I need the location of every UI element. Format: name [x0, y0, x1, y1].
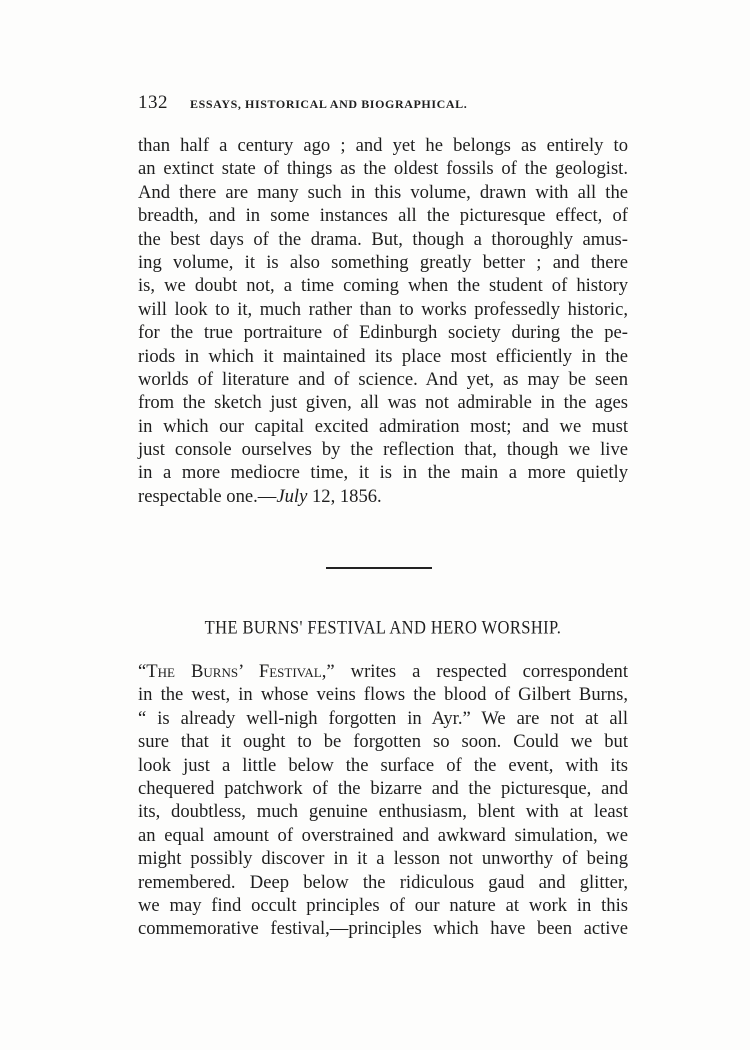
text-line: in a more mediocre time, it is in the main a more quietly [138, 462, 628, 484]
section-divider [326, 567, 432, 569]
text-line: remembered. Deep below the ridiculous gaud and glitter, [138, 871, 628, 893]
text-line-dateline [138, 485, 628, 508]
date-month: July [276, 485, 308, 507]
opening-quote: “ [138, 661, 147, 682]
text-line: is, we doubt not, a time coming when the student of history [138, 275, 628, 297]
text-line: an equal amount of overstrained and awkward simulation, we [138, 824, 628, 846]
section-2-text [138, 660, 628, 941]
text-line: its, doubtless, much genuine enthusiasm, blent with at least [138, 801, 628, 823]
text-line: look just a little below the surface of the event, with its [138, 754, 628, 776]
section-1-text [138, 134, 628, 508]
quoted-title: The Burns’ Festival, [146, 661, 327, 682]
running-title: ESSAYS, HISTORICAL AND BIOGRAPHICAL. [190, 97, 468, 111]
text-line: an extinct state of things as the oldest fossils of the geologist. [138, 158, 628, 180]
text-line: from the sketch just given, all was not admirable in the ages [138, 392, 628, 414]
text-line: the best days of the drama. But, though a thoroughly amus- [138, 228, 628, 250]
text-line: sure that it ought to be forgotten so soon. Could we but [138, 731, 628, 753]
text-line: in the west, in whose veins flows the blood of Gilbert Burns, [138, 684, 628, 706]
text-line: we may find occult principles of our nature at work in this [138, 894, 628, 916]
running-head [138, 92, 628, 116]
text-line: than half a century ago ; and yet he belongs as entirely to [138, 135, 628, 156]
text-line: worlds of literature and of science. And yet, as may be seen [138, 368, 628, 390]
text-line: riods in which it maintained its place most efficiently in the [138, 345, 628, 367]
text-line: just console ourselves by the reflection that, though we live [138, 439, 628, 461]
text-line: will look to it, much rather than to works professedly historic, [138, 298, 628, 320]
text-line: in which our capital excited admiration most; and we must [138, 415, 628, 437]
text-line: breadth, and in some instances all the picturesque effect, of [138, 205, 628, 227]
text-line: “ is already well-nigh forgotten in Ayr.” We are not at all [138, 707, 628, 729]
date-day-year: 12, 1856. [307, 485, 382, 507]
text-line: chequered patchwork of the bizarre and the picturesque, and [138, 777, 628, 799]
opening-rest: ” writes a respected correspondent [326, 661, 628, 682]
text-line: might possibly discover in it a lesson not unworthy of being [138, 848, 628, 870]
text-line: for the true portraiture of Edinburgh society during the pe- [138, 322, 628, 344]
page-number: 132 [138, 92, 168, 113]
closing-text: respectable one.— [138, 485, 277, 507]
section-heading: THE BURNS' FESTIVAL AND HERO WORSHIP. [204, 616, 562, 639]
text-line: commemorative festival,—principles which have been active [138, 918, 628, 940]
text-line: And there are many such in this volume, drawn with all the [138, 181, 628, 203]
text-line: ing volume, it is also something greatly better ; and there [138, 251, 628, 273]
text-line-opening [138, 660, 628, 683]
